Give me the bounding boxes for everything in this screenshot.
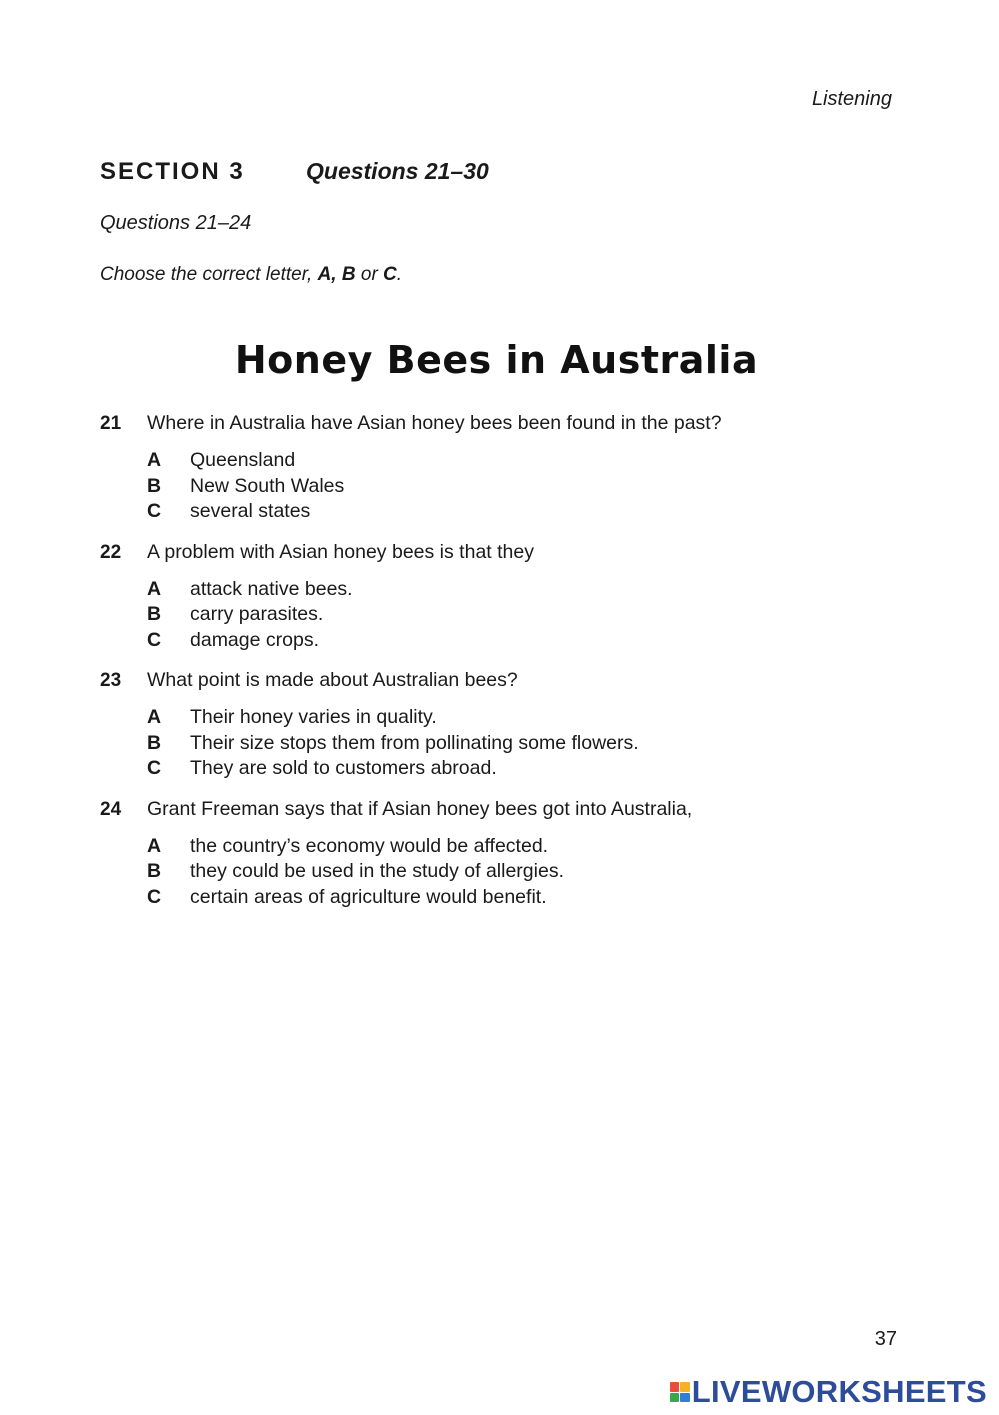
liveworksheets-brand[interactable] — [670, 1374, 987, 1410]
liveworksheets-logo-icon — [670, 1382, 690, 1402]
question-24 — [100, 796, 900, 911]
page-number: 37 — [874, 1328, 897, 1350]
question-22 — [100, 539, 900, 654]
option-letter: C — [147, 628, 162, 651]
answer-option[interactable] — [147, 859, 900, 885]
option-letter: C — [147, 885, 162, 908]
question-23 — [100, 667, 900, 782]
question-number: 23 — [100, 670, 122, 691]
logo-square-green — [670, 1393, 680, 1403]
worksheet-title: Honey Bees in Australia — [234, 338, 759, 382]
option-text: Their size stops them from pollinating some flowers. — [190, 731, 639, 754]
option-text: Queensland — [190, 449, 296, 471]
option-letter: C — [147, 500, 162, 522]
answer-option[interactable] — [147, 448, 900, 474]
answer-option[interactable] — [147, 756, 900, 782]
question-list — [100, 410, 900, 924]
option-text: They are sold to customers abroad. — [190, 757, 497, 779]
option-text: several states — [190, 500, 311, 522]
option-letter: B — [147, 860, 162, 882]
liveworksheets-brand-name: LIVEWORKSHEETS — [691, 1374, 987, 1409]
option-letter: A — [147, 706, 162, 728]
question-number: 22 — [100, 541, 122, 563]
question-text: Grant Freeman says that if Asian honey bees got into Australia, — [147, 797, 693, 820]
instruction-comma: , — [331, 264, 342, 285]
section-question-range: Questions 21–30 — [306, 158, 489, 184]
answer-option[interactable] — [147, 885, 900, 911]
option-text: carry parasites. — [190, 603, 324, 625]
instruction-text — [100, 264, 402, 286]
option-letter: A — [147, 834, 162, 857]
option-letter: A — [147, 449, 162, 471]
subsection-question-range: Questions 21–24 — [100, 212, 252, 234]
logo-square-yellow — [680, 1382, 690, 1392]
question-21 — [100, 410, 900, 525]
answer-option[interactable] — [147, 499, 900, 525]
option-text: certain areas of agriculture would benefit. — [190, 885, 547, 908]
instruction-end: . — [396, 264, 403, 285]
instruction-or: or — [355, 264, 384, 285]
answer-option[interactable] — [147, 731, 900, 757]
page-header-label: Listening — [811, 88, 892, 110]
option-text: attack native bees. — [190, 577, 353, 600]
question-text: Where in Australia have Asian honey bees been found in the past? — [147, 412, 722, 434]
section-label: SECTION 3 — [100, 158, 245, 185]
answer-option[interactable] — [147, 834, 900, 860]
option-text: Their honey varies in quality. — [190, 706, 437, 728]
instruction-letter-c: C — [383, 264, 397, 285]
answer-option[interactable] — [147, 577, 900, 603]
answer-option[interactable] — [147, 474, 900, 500]
option-letter: B — [147, 603, 162, 625]
question-number: 24 — [100, 798, 122, 820]
option-letter: B — [147, 474, 162, 497]
option-text: New South Wales — [190, 474, 345, 497]
section-heading — [100, 158, 489, 186]
question-text: A problem with Asian honey bees is that they — [147, 540, 534, 563]
option-letter: B — [147, 731, 162, 754]
answer-option[interactable] — [147, 602, 900, 628]
option-letter: C — [147, 757, 162, 779]
question-number: 21 — [100, 413, 122, 434]
answer-option[interactable] — [147, 628, 900, 654]
option-text: the country’s economy would be affected. — [190, 834, 549, 857]
option-text: damage crops. — [190, 628, 319, 651]
option-letter: A — [147, 577, 162, 600]
option-text: they could be used in the study of allergies. — [190, 860, 564, 882]
instruction-letter-b: B — [341, 264, 356, 285]
question-text: What point is made about Australian bees? — [147, 669, 518, 691]
logo-square-red — [670, 1382, 680, 1392]
answer-option[interactable] — [147, 705, 900, 731]
instruction-letter-a: A — [317, 264, 332, 285]
instruction-prefix: Choose the correct letter, — [100, 264, 318, 285]
logo-square-blue — [680, 1393, 690, 1403]
